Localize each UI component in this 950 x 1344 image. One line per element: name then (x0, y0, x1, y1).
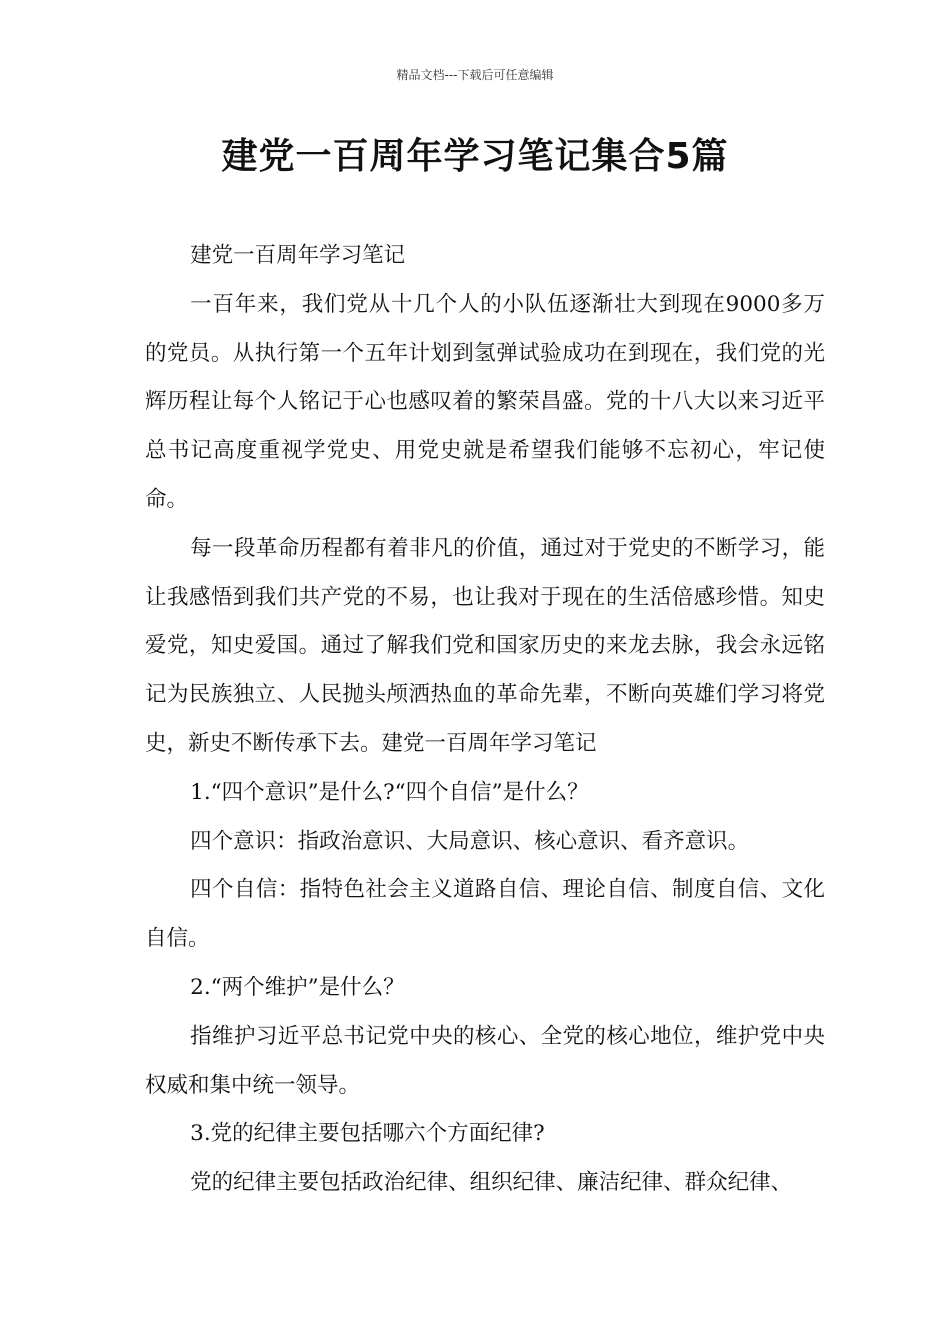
paragraph-subtitle: 建党一百周年学习笔记 (190, 243, 406, 268)
document-body (145, 232, 825, 1208)
answer-four-confidence: 四个自信：指特色社会主义道路自信、理论自信、制度自信、文化自信。 (145, 877, 825, 952)
answer-four-consciousness: 四个意识：指政治意识、大局意识、核心意识、看齐意识。 (190, 828, 750, 854)
question-3: 3.党的纪律主要包括哪六个方面纪律? (190, 1121, 545, 1147)
question-1: 1.“四个意识”是什么?“四个自信”是什么？ (190, 779, 589, 805)
answer-two-safeguards: 指维护习近平总书记党中央的核心、全党的核心地位，维护党中央权威和集中统一领导。 (145, 1023, 825, 1098)
question-2: 2.“两个维护”是什么？ (190, 974, 405, 1000)
paragraph: 每一段革命历程都有着非凡的价值，通过对于党史的不断学习，能让我感悟到我们共产党的不易，也让我对于现在的生活倍感珍惜。知史爱党，知史爱国。通过了解我们党和国家历史的来龙去脉，我会永远铭记为民族独立、人民抛头颅洒热血的革命先辈，不断向英雄们学习将党史，新史不断传承下去。建党一百周年学习笔记 (145, 535, 825, 756)
header-note: 精品文档---下载后可任意编辑 (396, 68, 554, 82)
answer-party-discipline: 党的纪律主要包括政治纪律、组织纪律、廉洁纪律、群众纪律、 (190, 1170, 793, 1196)
document-title: 建党一百周年学习笔记集合5篇 (221, 136, 729, 177)
paragraph: 一百年来，我们党从十几个人的小队伍逐渐壮大到现在9000多万的党员。从执行第一个五年计划到氢弹试验成功在到现在，我们党的光辉历程让每个人铭记于心也感叹着的繁荣昌盛。党的十八大以来习近平总书记高度重视学党史、用党史就是希望我们能够不忘初心，牢记使命。 (145, 291, 825, 512)
